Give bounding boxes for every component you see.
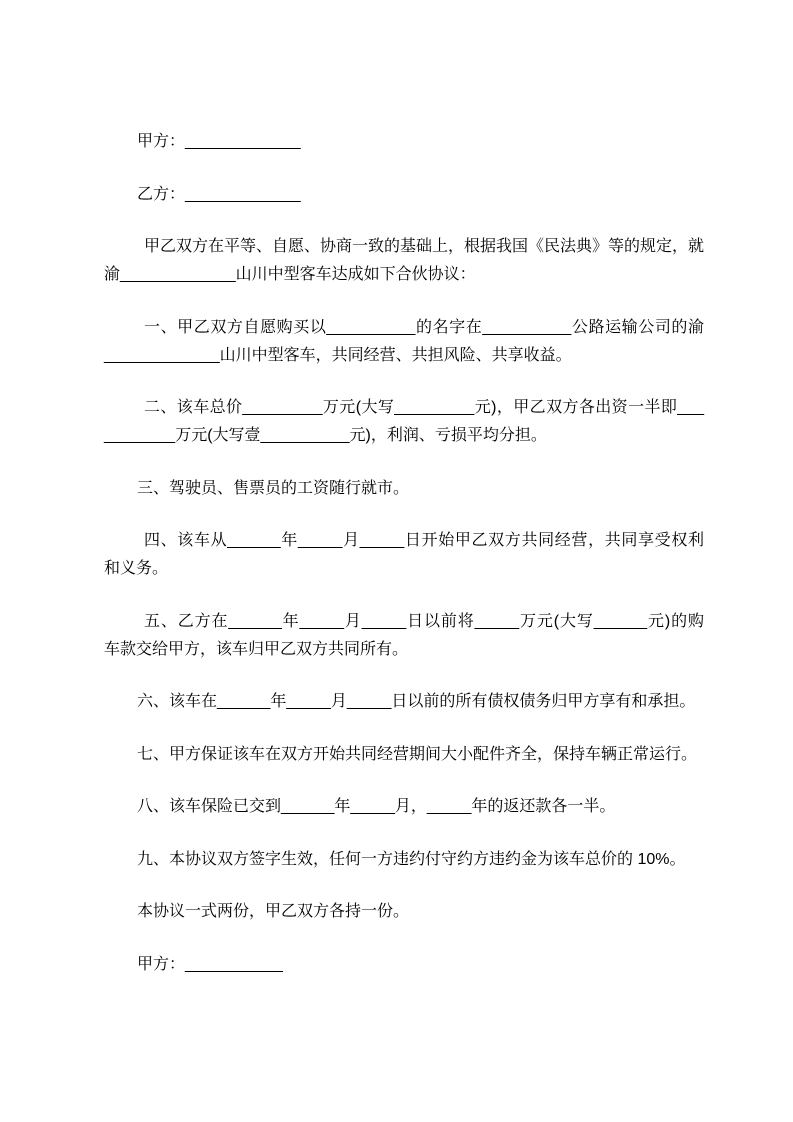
text-line: 和义务。 <box>104 560 169 577</box>
text-line: 乙方：_____________ <box>137 185 301 203</box>
clause-1 <box>104 314 704 370</box>
text-line: 三、驾驶员、售票员的工资随行就市。 <box>137 479 410 497</box>
contract-body <box>104 128 704 1003</box>
text-line: 二、该车总价_________万元(大写_________元)，甲乙双方各出资一半即___ <box>144 399 704 416</box>
clause-5 <box>104 608 704 664</box>
text-line: 渝_____________山川中型客车达成如下合伙协议： <box>104 266 476 283</box>
clause-6 <box>104 688 704 716</box>
preamble-paragraph <box>104 233 704 289</box>
party-a-field <box>104 128 704 156</box>
party-a-signature <box>104 951 704 979</box>
text-line: 八、该车保险已交到______年_____月，_____年的返还款各一半。 <box>137 798 616 815</box>
clause-2 <box>104 394 704 450</box>
text-line: 五、乙方在______年_____月_____日以前将_____万元(大写______元)的购 <box>144 612 704 630</box>
text-line: 一、甲乙双方自愿购买以__________的名字在__________公路运输公司的渝 <box>144 318 704 336</box>
text-line: 甲方：___________ <box>137 955 283 973</box>
text-line: 车款交给甲方，该车归甲乙双方共同所有。 <box>104 640 409 658</box>
text-line: ________万元(大写壹__________元)，利润、亏损平均分担。 <box>104 427 547 444</box>
text-line: 甲乙双方在平等、自愿、协商一致的基础上，根据我国《民法典》等的规定，就 <box>144 238 705 255</box>
party-b-field <box>104 181 704 209</box>
clause-4 <box>104 527 704 583</box>
clause-3 <box>104 475 704 503</box>
text-line: 本协议一式两份，甲乙双方各持一份。 <box>137 903 410 920</box>
clause-8 <box>104 793 704 821</box>
copies-note <box>104 898 704 926</box>
text-line: 六、该车在______年_____月_____日以前的所有债权债务归甲方享有和承担。 <box>137 693 696 710</box>
clause-9 <box>104 846 704 874</box>
text-line: 九、本协议双方签字生效，任何一方违约付守约方违约金为该车总价的 10%。 <box>137 850 686 868</box>
text-line: _____________山川中型客车，共同经营、共担风险、共享收益。 <box>104 346 572 364</box>
text-line: 七、甲方保证该车在双方开始共同经营期间大小配件齐全，保持车辆正常运行。 <box>137 745 698 763</box>
text-line: 四、该车从______年_____月_____日开始甲乙双方共同经营，共同享受权利 <box>144 532 704 549</box>
clause-7 <box>104 741 704 769</box>
text-line: 甲方：_____________ <box>137 133 301 150</box>
